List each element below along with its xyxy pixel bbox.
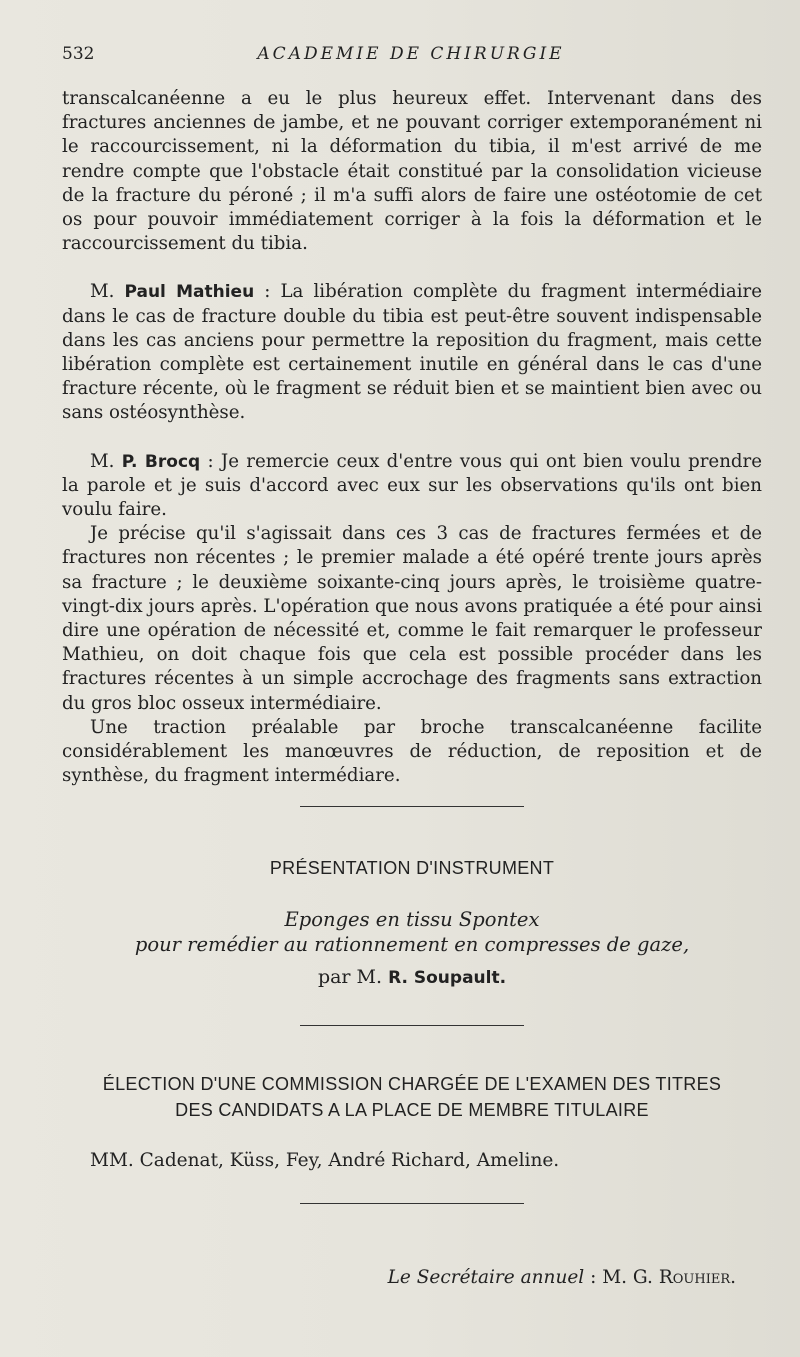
paragraph-brocq: M. P. Brocq : Je remercie ceux d'entre vous qui ont bien voulu prendre la parole et je suis d'accord avec eux sur les observations qu'ils ont bien voulu faire. xyxy=(62,450,763,521)
section-heading-presentation: PRÉSENTATION D'INSTRUMENT xyxy=(269,858,555,878)
discussion-text xyxy=(62,87,762,788)
presentation-title-line2: pour remédier au rationnement en compresses de gaze, xyxy=(134,933,690,956)
page-number: 532 xyxy=(62,44,95,64)
signature-name: Rouhier. xyxy=(658,1267,736,1288)
paragraph-brocq-2: Je précise qu'il s'agissait dans ces 3 cas de fractures fermées et de fractures non récentes ; le premier malade a été opéré trente jours après sa fracture ; le deuxième soixante-cinq jours après, le troisième quatre-vingt-dix jours après. L'opération que nous avons pratiquée a été pour ainsi dire une opération de nécessité et, comme le fait remarquer le professeur Mathieu, on doit chaque fois que cela est possible procéder dans les fractures récentes à un simple accrochage des fragments sans extraction du gros bloc osseux intermédiaire. xyxy=(62,523,762,714)
running-header xyxy=(62,44,760,68)
presentation-author: par M. R. Soupault. xyxy=(317,966,507,988)
paragraph-brocq-3: Une traction préalable par broche transcalcanéenne facilite considérablement les manœuvres de réduction, de reposition et de synthèse, du fragment intermédiare. xyxy=(62,716,762,787)
commission-members: MM. Cadenat, Küss, Fey, André Richard, Ameline. xyxy=(90,1150,560,1171)
section-divider xyxy=(300,1203,524,1204)
running-title: ACADEMIE DE CHIRURGIE xyxy=(257,44,565,64)
speaker-name: P. Brocq xyxy=(121,451,201,472)
section-heading-election-line2: DES CANDIDATS A LA PLACE DE MEMBRE TITULAIRE xyxy=(175,1100,649,1120)
presentation-title-line1: Eponges en tissu Spontex xyxy=(284,908,540,931)
speaker-name: Paul Mathieu xyxy=(124,282,255,303)
section-heading-election-line1: ÉLECTION D'UNE COMMISSION CHARGÉE DE L'EXAMEN DES TITRES xyxy=(102,1074,722,1094)
signature-role: Le Secrétaire annuel xyxy=(387,1267,585,1288)
paragraph-continuation: transcalcanéenne a eu le plus heureux effet. Intervenant dans des fractures anciennes de jambe, et ne pouvant corriger extemporanément ni le raccourcissement, ni la déformation du tibia, il m'est arrivé de me rendre compte que l'obstacle était constitué par la consolidation vicieuse de la fracture du péroné ; il m'a suffi alors de faire une ostéotomie de cet os pour pouvoir immédiatement corriger à la fois la déformation et le raccourcissement du tibia. xyxy=(62,88,762,255)
section-divider xyxy=(300,806,524,807)
paragraph-mathieu: M. Paul Mathieu : La libération complète du fragment intermédiaire dans le cas de fracture double du tibia est peut-être souvent indispensable dans les cas anciens pour permettre la reposition du fragment, mais cette libération complète est certainement inutile en général dans le cas d'une fracture récente, où le fragment se réduit bien et se maintient bien avec ou sans ostéosynthèse. xyxy=(62,281,762,424)
author-name: R. Soupault. xyxy=(388,968,507,988)
signature: Le Secrétaire annuel : M. G. Rouhier. xyxy=(387,1267,736,1288)
section-divider xyxy=(300,1025,524,1026)
